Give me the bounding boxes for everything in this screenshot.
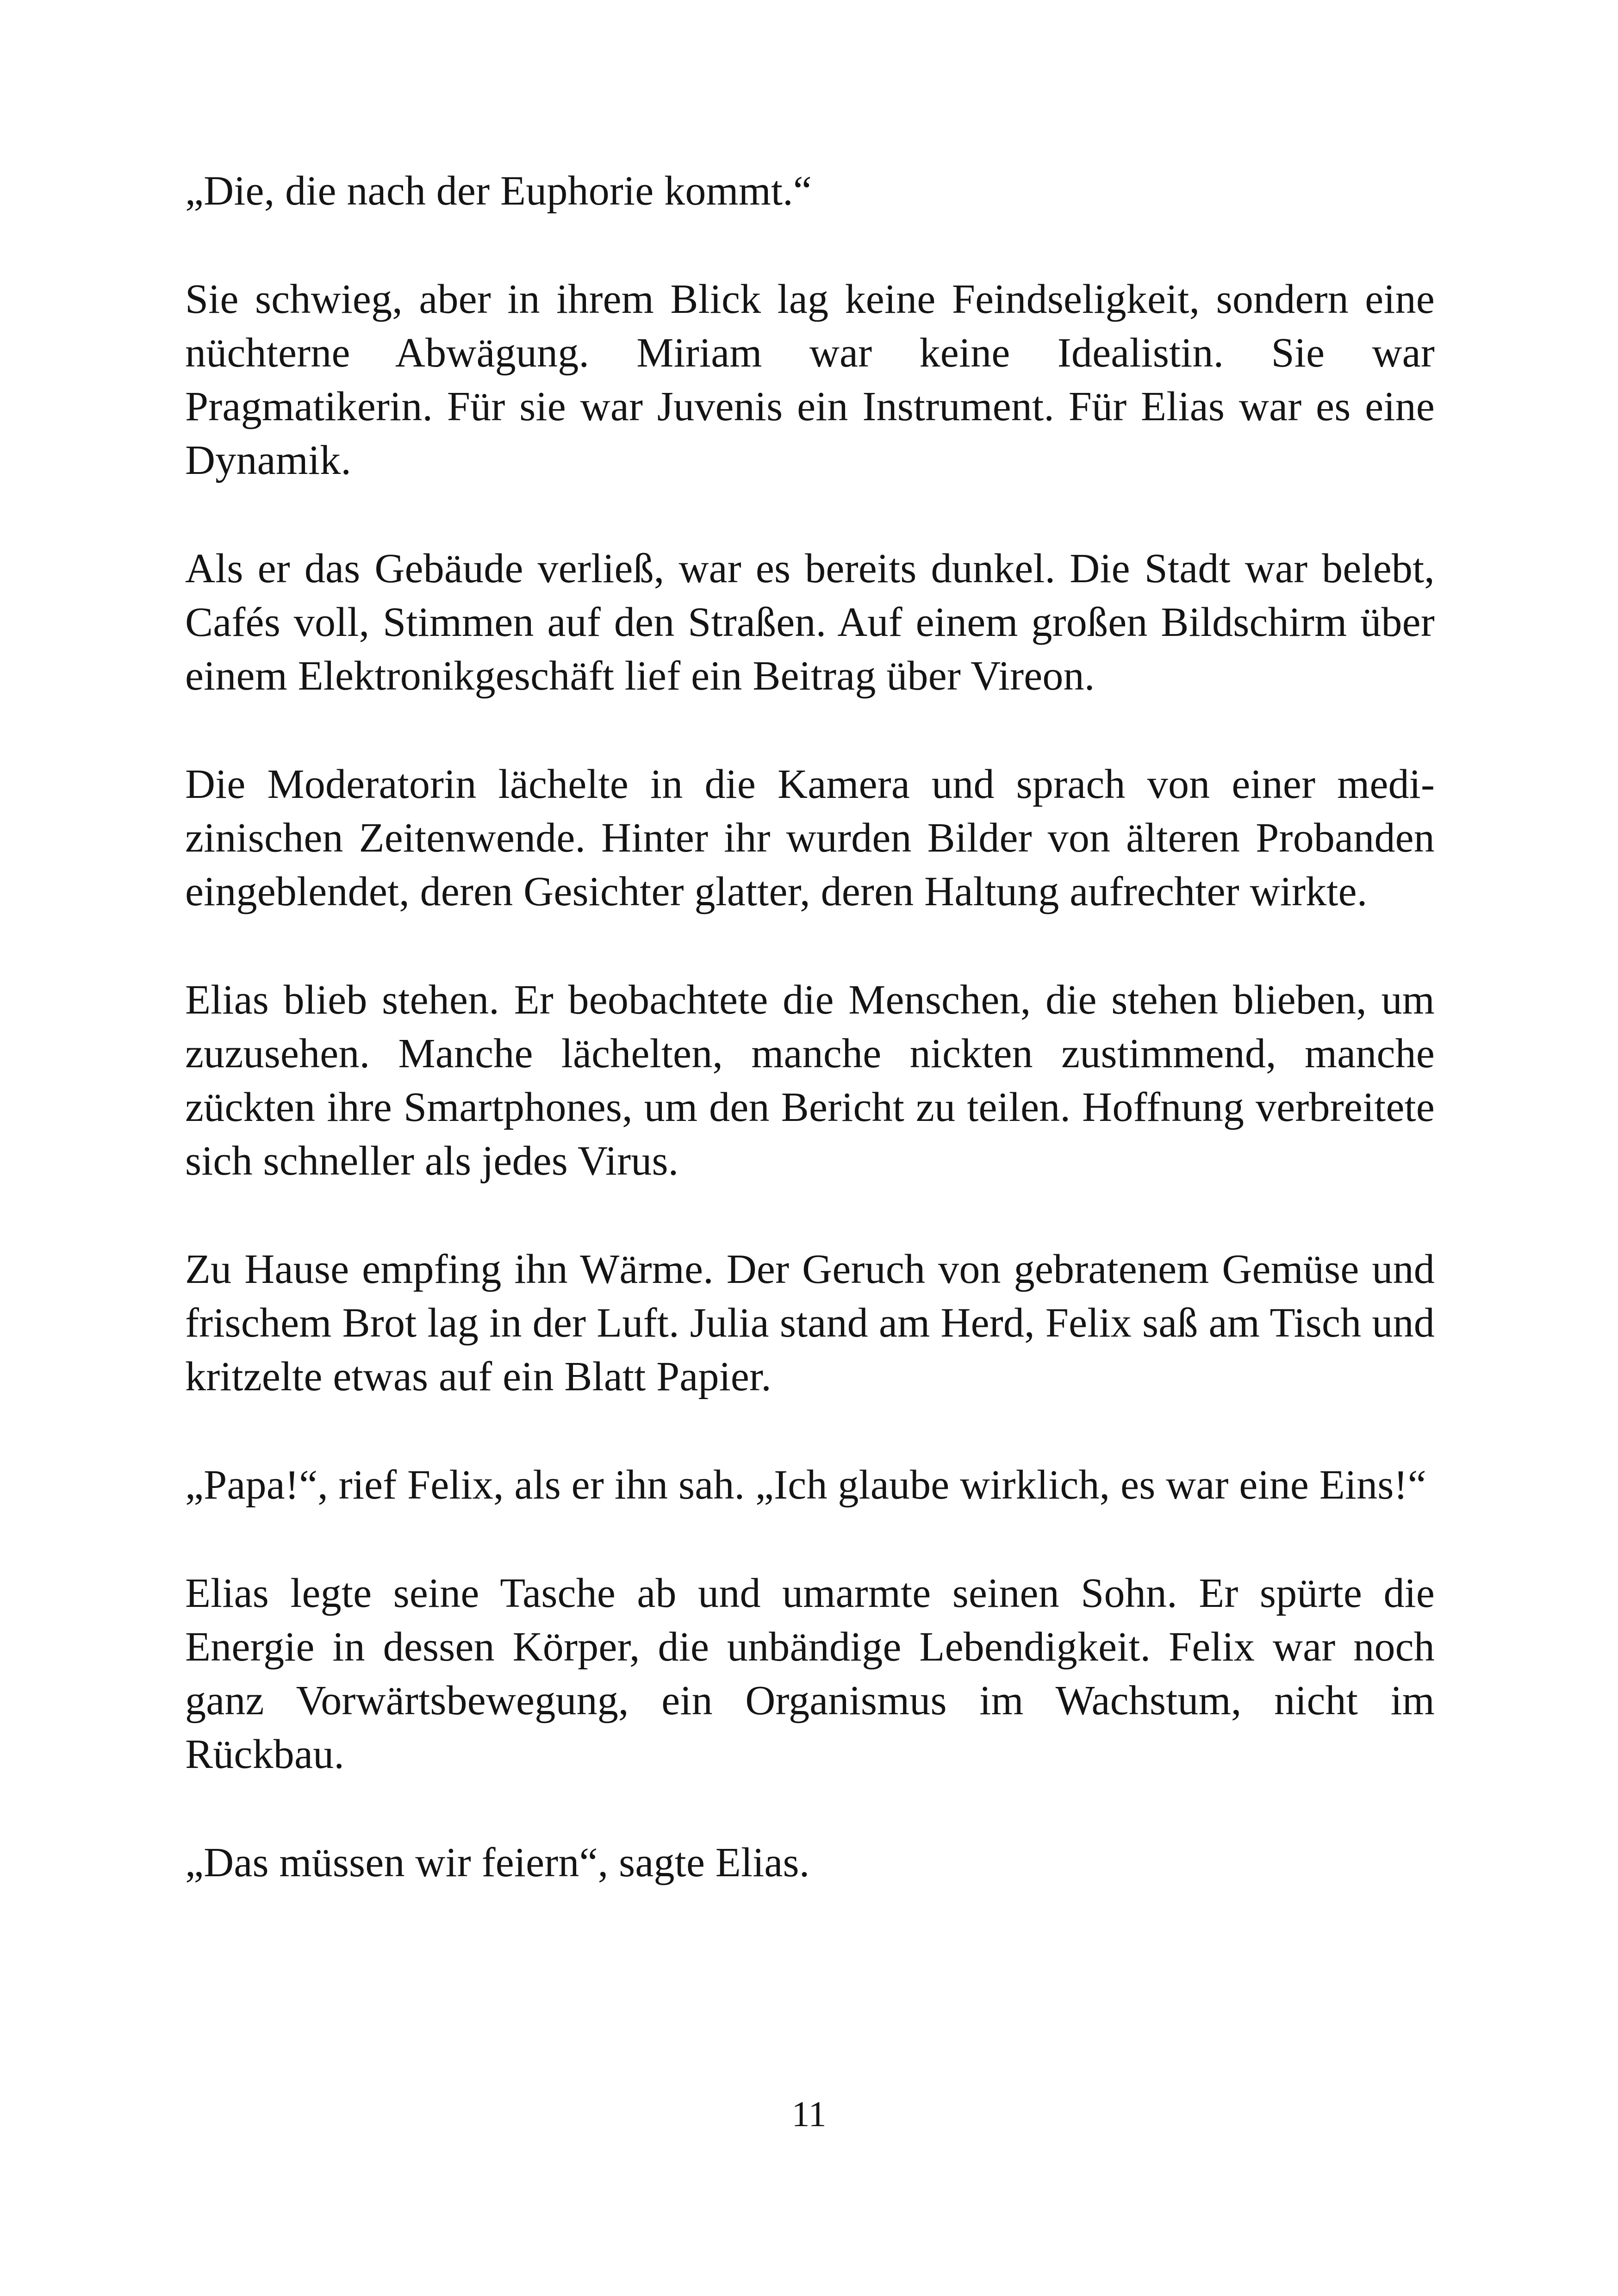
paragraph-city-evening: Als er das Gebäude verließ, war es bereits dunkel. Die Stadt war belebt, Cafés voll, Stimmen auf den Straßen. Auf einem großen Bildschirm über einem Elektronikgeschäft lief ein Beitrag über Vireon. [185,546,1435,699]
page-number: 11 [791,2094,827,2134]
paragraph-felix-dialogue: „Papa!“, rief Felix, als er ihn sah. „Ich glaube wirklich, es war eine Eins!“ [185,1462,1426,1508]
paragraph-miriam: Sie schwieg, aber in ihrem Blick lag keine Feindseligkeit, sondern eine nüchterne Abwägung. Miriam war keine Idealistin. Sie war Pragmatikerin. Für sie war Juvenis ein Instrument. Für Elias war es eine Dynamik. [185,276,1435,483]
paragraph-dialogue-euphoria: „Die, die nach der Euphorie kommt.“ [185,168,812,214]
paragraph-embrace: Elias legte seine Tasche ab und umarmte seinen Sohn. Er spürte die Energie in dessen Körper, die unbändige Lebendigkeit. Felix war noch ganz Vorwärtsbewegung, ein Organismus im Wachstum, nicht im Rückbau. [185,1570,1435,1777]
paragraph-hope: Elias blieb stehen. Er beobachtete die Menschen, die stehen blieben, um zuzusehen. Manche lächelten, manche nickten zustimmend, manche zückten ihre Smartphones, um den Bericht zu teilen. Hoffnung verbreitete sich schneller als jedes Virus. [185,977,1435,1184]
paragraph-moderator: Die Moderatorin lächelte in die Kamera und sprach von einer medizinischen Zeitenwende. Hinter ihr wurden Bilder von älteren Probanden eingeblendet, deren Gesichter glatter, deren Haltung aufrechter wirkte. [185,761,1435,915]
paragraph-celebrate: „Das müssen wir feiern“, sagte Elias. [185,1840,810,1885]
body-text [185,164,1435,1890]
paragraph-home: Zu Hause empfing ihn Wärme. Der Geruch von gebratenem Gemüse und frischem Brot lag in der Luft. Julia stand am Herd, Felix saß am Tisch und kritzelte etwas auf ein Blatt Papier. [185,1246,1435,1400]
